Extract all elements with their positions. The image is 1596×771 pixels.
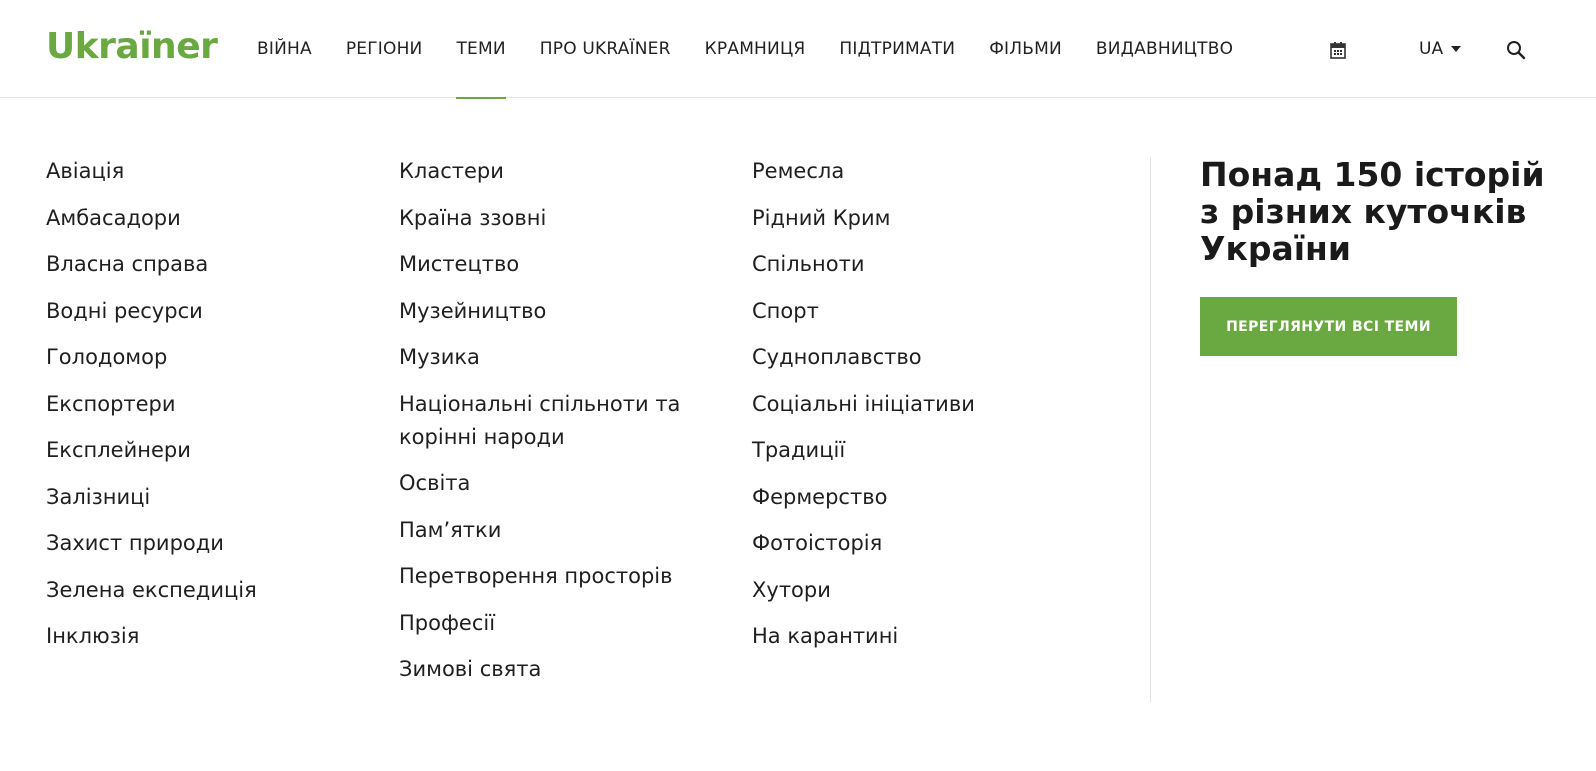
chevron-down-icon [1451,46,1461,52]
search-icon[interactable] [1506,40,1526,60]
main-nav [257,0,1233,98]
theme-link[interactable]: Хутори [752,577,831,602]
theme-link[interactable]: Мистецтво [399,252,520,276]
theme-link[interactable]: Авіація [46,159,125,183]
theme-link[interactable]: Музейництво [399,298,547,323]
theme-link[interactable]: Захист природи [46,531,224,555]
theme-link[interactable]: Залізниці [46,484,151,509]
theme-link[interactable]: Спорт [752,298,819,323]
theme-link[interactable]: Перетворення просторів [399,564,673,588]
nav-item-war[interactable]: ВІЙНА [257,39,312,59]
theme-link[interactable]: Фермерство [752,484,888,509]
theme-link[interactable]: Країна ззовні [399,205,547,230]
site-logo[interactable]: Ukraïner [46,26,218,67]
theme-link[interactable]: Соціальні ініціативи [752,391,975,416]
site-header [0,0,1596,98]
theme-link[interactable]: Музика [399,345,480,369]
themes-column-3 [752,155,1082,667]
theme-link[interactable]: Кластери [399,159,504,183]
language-label: UA [1419,39,1444,59]
theme-link[interactable]: На карантині [752,624,899,648]
language-selector[interactable] [1419,38,1461,60]
theme-link[interactable]: Експортери [46,391,176,416]
nav-item-themes[interactable]: ТЕМИ [456,0,505,98]
theme-link[interactable]: Інклюзія [46,624,140,648]
nav-item-about[interactable]: ПРО UKRAÏNER [539,39,671,59]
theme-link[interactable]: Зелена експедиція [46,577,257,602]
theme-link[interactable]: Рідний Крим [752,205,891,230]
theme-link[interactable]: Спільноти [752,252,865,276]
theme-link[interactable]: Професії [399,610,496,635]
theme-link[interactable]: Фотоісторія [752,531,883,555]
theme-link[interactable]: Ремесла [752,159,845,183]
nav-item-support[interactable]: ПІДТРИМАТИ [839,39,956,59]
theme-link[interactable]: Зимові свята [399,657,542,681]
theme-link[interactable]: Освіта [399,471,471,495]
theme-link[interactable]: Власна справа [46,252,209,276]
menu-divider [1150,157,1151,702]
view-all-themes-button[interactable]: ПЕРЕГЛЯНУТИ ВСІ ТЕМИ [1200,297,1457,356]
nav-item-regions[interactable]: РЕГІОНИ [345,39,423,59]
theme-link[interactable]: Національні спільноти та корінні народи [399,391,681,449]
theme-link[interactable]: Голодомор [46,345,168,369]
calendar-icon[interactable] [1330,40,1346,60]
themes-column-2 [399,155,719,700]
nav-item-publishing[interactable]: ВИДАВНИЦТВО [1095,39,1234,59]
theme-link[interactable]: Амбасадори [46,205,181,230]
theme-link[interactable]: Водні ресурси [46,298,203,323]
theme-link[interactable]: Пам’ятки [399,517,502,542]
nav-item-films[interactable]: ФІЛЬМИ [989,39,1062,59]
theme-link[interactable]: Традиції [752,438,846,462]
theme-link[interactable]: Експлейнери [46,438,191,462]
nav-item-shop[interactable]: КРАМНИЦЯ [704,39,806,59]
promo-title: Понад 150 історій з різних куточків України [1200,155,1545,268]
theme-link[interactable]: Судноплавство [752,345,922,369]
themes-column-1 [46,155,376,667]
